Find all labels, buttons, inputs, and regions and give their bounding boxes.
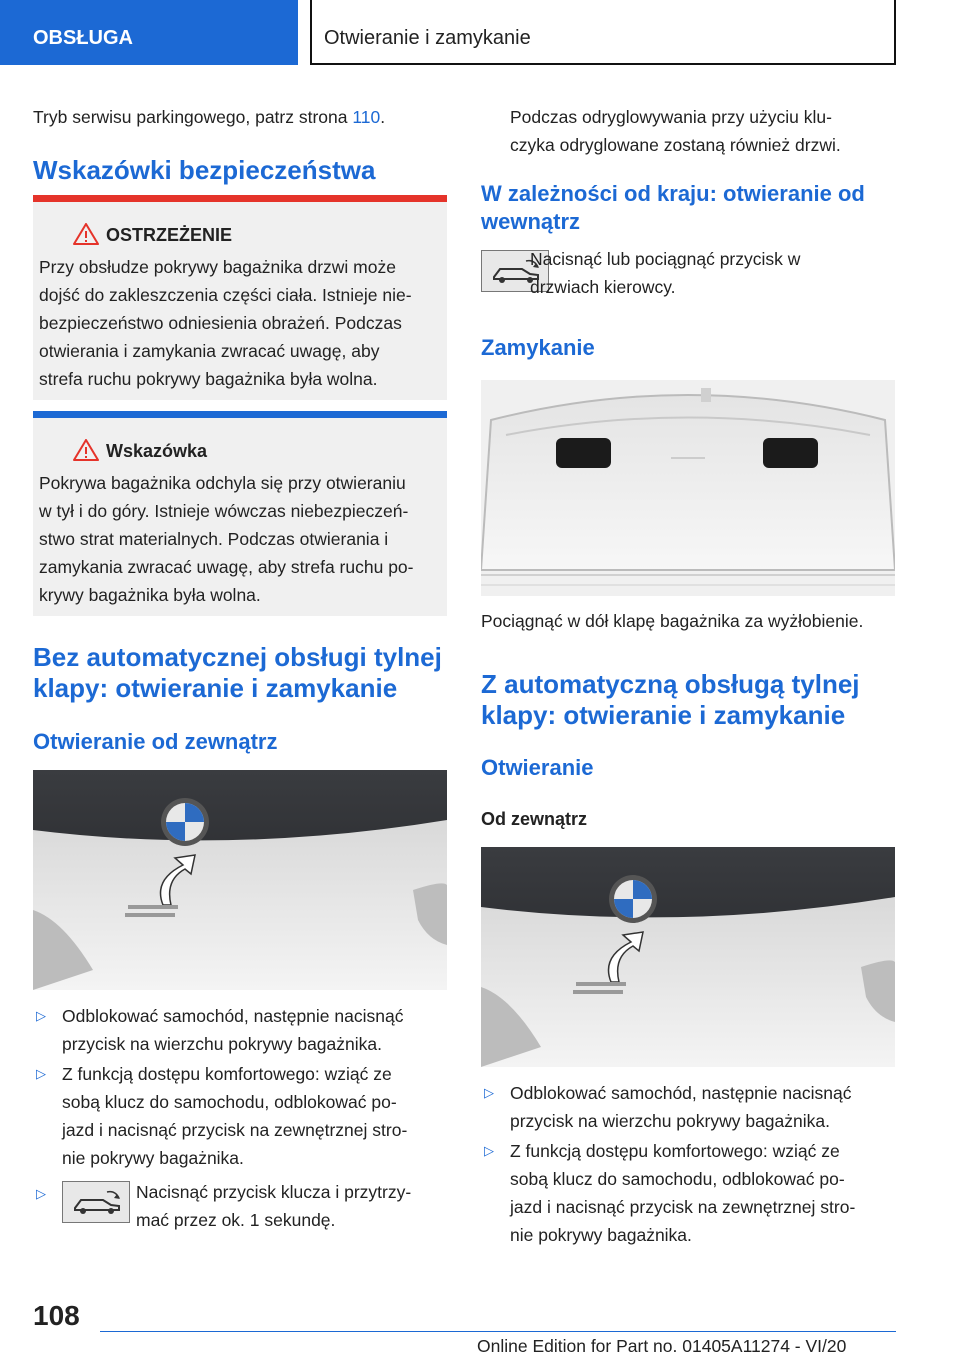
list-item: Odblokować samochód, następnie nacisnąć przycisk na wierzchu pokrywy bagażnika. (510, 1083, 852, 1131)
opening-heading: Otwieranie (481, 755, 594, 780)
closing-text: Pociągnąć w dół klapę bagażnika za wyżłobienie. (481, 611, 864, 631)
intro-paragraph: Tryb serwisu parkingowego, patrz strona 110. (33, 107, 386, 127)
page-number: 108 (33, 1300, 80, 1331)
note-title: Wskazówka (106, 441, 208, 461)
note-text: Pokrywa bagażnika odchyla się przy otwieraniu w tył i do góry. Istnieje wówczas niebezpieczeń- stwo strat materialnych. Podczas otwierania i zamykania zwracać uwagę, aby strefa ruchu po- krywy bagażnika była wolna. (39, 473, 414, 605)
warning-bar (33, 195, 447, 202)
country-heading: W zależności od kraju: otwieranie od wewnątrz (481, 181, 865, 234)
list-item: Odblokować samochód, następnie nacisnąć przycisk na wierzchu pokrywy bagażnika. (62, 1006, 404, 1054)
warning-title: OSTRZEŻENIE (106, 225, 233, 245)
key-trunk-button-icon (62, 1181, 130, 1223)
caution-icon (73, 439, 99, 461)
closing-heading: Zamykanie (481, 335, 595, 360)
list-item: Z funkcją dostępu komfortowego: wziąć ze sobą klucz do samochodu, odblokować po- jazd i nacisnąć przycisk na zewnętrznej stro- nie pokrywy bagażnika. (510, 1141, 856, 1245)
note-box (33, 411, 447, 616)
page-link[interactable]: 110 (352, 107, 381, 127)
list-item: Z funkcją dostępu komfortowego: wziąć ze sobą klucz do samochodu, odblokować po- jazd i nacisnąć przycisk na zewnętrznej stro- nie pokrywy bagażnika. (62, 1064, 408, 1168)
trunk-button-photo (33, 770, 447, 990)
note-bar (33, 411, 447, 418)
section-tab (0, 0, 298, 65)
inside-open-text: Nacisnąć lub pociągnąć przycisk w drzwiach kierowcy. (530, 249, 801, 297)
auto-tailgate-heading: Z automatyczną obsługą tylnej klapy: otwieranie i zamykanie (481, 669, 860, 730)
bullet-marker: ▷ (36, 1186, 46, 1201)
continued-paragraph: Podczas odryglowywania przy użyciu klu- czyka odryglowane zostaną również drzwi. (510, 107, 841, 155)
bullet-marker: ▷ (36, 1066, 46, 1081)
edition-text: Online Edition for Part no. 01405A11274 - VI/20 (477, 1336, 847, 1356)
bullet-marker: ▷ (484, 1143, 494, 1158)
outside-heading: Od zewnątrz (481, 809, 588, 829)
warning-text: Przy obsłudze pokrywy bagażnika drzwi może dojść do zakleszczenia części ciała. Istnieje nie- bezpieczeństwo odniesienia obrażeń. Podczas otwierania i zamykania zwracać uwagę, aby strefa ruchu pokrywy bagażnika była wolna. (39, 257, 412, 389)
list-item: Nacisnąć przycisk klucza i przytrzy- mać przez ok. 1 sekundę. (136, 1182, 412, 1230)
safety-heading: Wskazówki bezpieczeństwa (33, 155, 376, 185)
section-title: OBSŁUGA (33, 27, 133, 49)
trunk-lid-photo (481, 380, 895, 596)
warning-icon (73, 223, 99, 245)
open-outside-heading: Otwieranie od zewnątrz (33, 729, 278, 754)
chapter-tab (310, 0, 896, 65)
warning-box (33, 195, 447, 400)
trunk-button-photo-2 (481, 847, 895, 1067)
footer-divider (100, 1331, 896, 1332)
chapter-title: Otwieranie i zamykanie (324, 27, 531, 49)
manual-tailgate-heading: Bez automatycznej obsługi tylnej klapy: otwieranie i zamykanie (33, 642, 442, 703)
bullet-marker: ▷ (36, 1008, 46, 1023)
bullet-marker: ▷ (484, 1085, 494, 1100)
